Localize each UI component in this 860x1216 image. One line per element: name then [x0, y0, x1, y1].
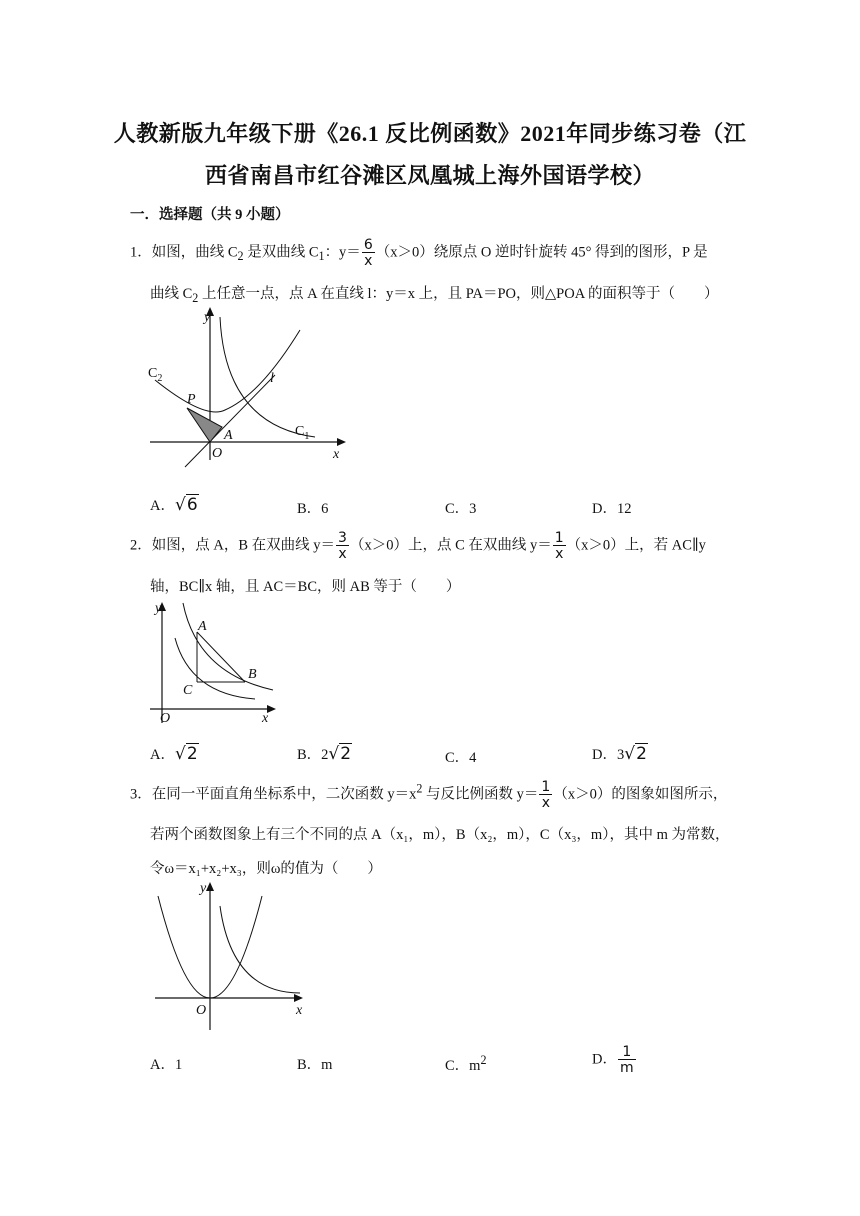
- q3-stem-line1: 3．在同一平面直角坐标系中，二次函数 $y=x^2$ 与反比例函数 y＝ $\frac{1}{x}$ （x＞0）的图象如图所示，: [130, 779, 728, 811]
- q2-c-label: C: [183, 683, 193, 698]
- q1-stem-line2: 曲线 $C_2$ 上任意一点，点 A 在直线 l：y＝x 上，且 PA＝PO，则△POA 的面积等于（ ）: [150, 286, 719, 305]
- q1-option-b[interactable]: B．6: [297, 501, 329, 517]
- q3-option-c[interactable]: C．$m^2$: [445, 1053, 487, 1074]
- q1-option-a[interactable]: A．√6: [150, 495, 198, 515]
- q1-fraction: $\frac{6}{x}$: [363, 237, 373, 269]
- q2-fraction-1: $\frac{1}{x}$: [554, 530, 564, 562]
- q3-figure: [150, 878, 315, 1038]
- q2-b-label: B: [248, 667, 257, 682]
- q3-option-d-fraction: $\frac{1}{m}$: [619, 1044, 634, 1076]
- q2-stem-line2: 轴，BC∥x 轴，且 AC＝BC，则 AB 等于（ ）: [150, 579, 461, 595]
- q3-x-label: x: [296, 1003, 303, 1018]
- q1-figure: [140, 305, 355, 465]
- q2-option-a[interactable]: A．√2: [150, 744, 198, 764]
- document-title-line2: 西省南昌市红谷滩区凤凰城上海外国语学校）: [204, 163, 655, 188]
- q1-x-label: x: [333, 447, 340, 462]
- q1-p-label: P: [187, 392, 196, 407]
- q1-y-label: y: [204, 310, 211, 325]
- q1-l-label: l: [270, 371, 274, 386]
- q1-c1-label: $C_1$: [295, 424, 310, 442]
- q2-figure: [145, 598, 285, 728]
- q3-option-d[interactable]: D． $\frac{1}{m}$: [592, 1044, 634, 1076]
- q2-option-d[interactable]: D．3√2: [592, 744, 647, 764]
- q2-x-label: x: [262, 711, 269, 726]
- q1-stem-line1: 1．如图，曲线 $C_2$ 是双曲线 $C_1$：y＝ $\frac{6}{x}$ （x＞0）绕原点 O 逆时针旋转 45° 得到的图形，P 是: [130, 237, 708, 269]
- q3-option-a[interactable]: A．1: [150, 1057, 183, 1073]
- document-title-line1: 人教新版九年级下册《26.1 反比例函数》2021年同步练习卷（江: [113, 121, 747, 146]
- q1-c2-label: $C_2$: [148, 366, 163, 384]
- q2-option-b[interactable]: B．2√2: [297, 744, 352, 764]
- q3-stem-line2: 若两个函数图象上有三个不同的点 A（x₁，m），B（x₂，m），C（x₃，m），其中 m 为常数，: [150, 827, 730, 843]
- q1-option-c[interactable]: C．3: [445, 501, 477, 517]
- q1-option-d[interactable]: D．12: [592, 501, 632, 517]
- q3-stem-line3: 令ω＝x₁+x₂+x₃，则ω的值为（ ）: [150, 861, 382, 877]
- q1-o-label: O: [212, 446, 223, 461]
- q2-fraction-3: $\frac{3}{x}$: [338, 530, 347, 562]
- q2-a-label: A: [198, 619, 207, 634]
- section-heading: 一．选择题（共 9 小题）: [130, 207, 290, 223]
- q3-o-label: O: [196, 1003, 207, 1018]
- q1-a-label: A: [224, 428, 233, 443]
- q3-option-b[interactable]: B．m: [297, 1057, 333, 1073]
- q2-o-label: O: [160, 711, 171, 726]
- q2-y-label: y: [155, 601, 162, 616]
- q3-fraction: $\frac{1}{x}$: [541, 779, 551, 811]
- q3-y-label: y: [200, 881, 207, 896]
- q2-option-c[interactable]: C．4: [445, 750, 477, 766]
- q2-stem-line1: 2．如图，点 A，B 在双曲线 y＝ $\frac{3}{x}$ （x＞0）上，点 C 在双曲线 y＝ $\frac{1}{x}$ （x＞0）上，若 AC∥y: [130, 530, 706, 562]
